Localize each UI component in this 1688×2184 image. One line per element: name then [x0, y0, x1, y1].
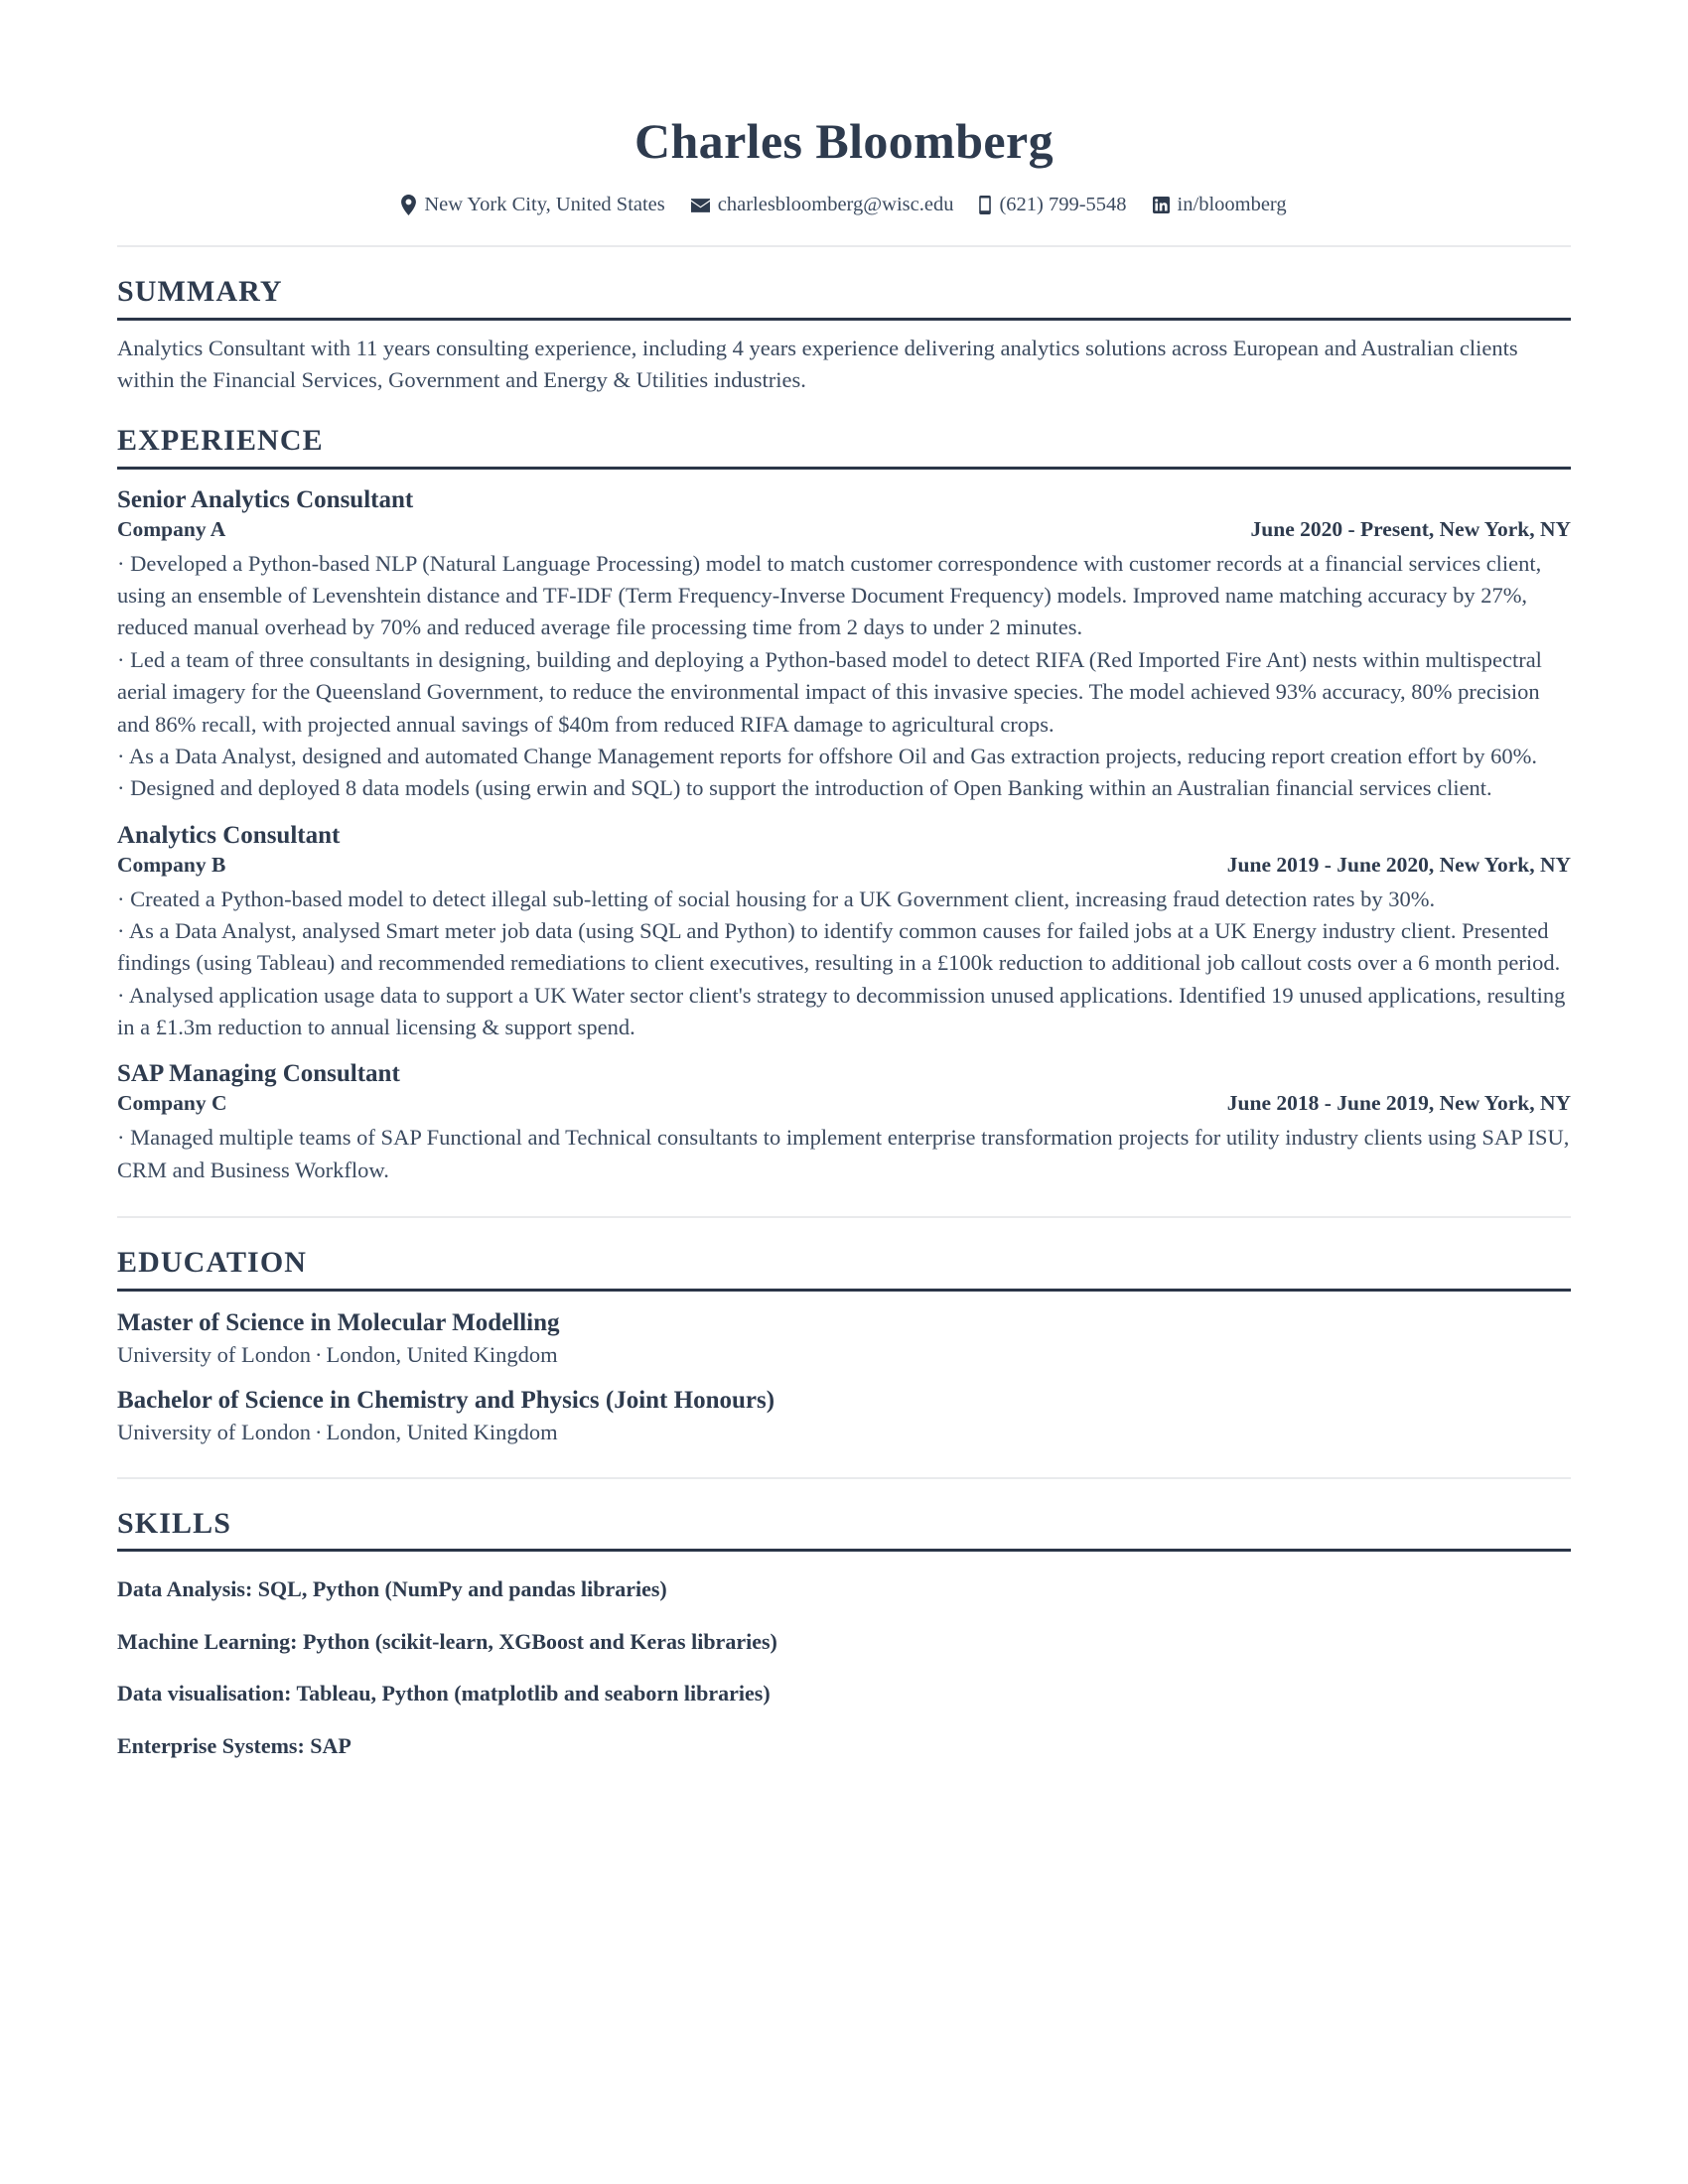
experience-education-divider [117, 1216, 1571, 1218]
contact-linkedin-text: in/bloomberg [1177, 194, 1287, 216]
education-heading: EDUCATION [117, 1246, 308, 1280]
section-education [117, 1246, 1571, 1447]
experience-rule [117, 467, 1571, 470]
experience-entry [117, 821, 1571, 1044]
job-bullet: · Designed and deployed 8 data models (using erwin and SQL) to support the introduction of Open Banking within an Australian financial services client. [117, 775, 1492, 801]
job-dates-location: June 2018 - June 2019, New York, NY [1226, 1091, 1571, 1116]
job-dates-location: June 2019 - June 2020, New York, NY [1226, 852, 1571, 877]
job-bullet: · Developed a Python-based NLP (Natural Language Processing) model to match customer correspondence with customer records at a financial services client, using an ensemble of Levenshtein distance and TF-IDF (Term Frequency-Inverse Document Frequency) models. Improved name matching accuracy by 27%, reduced manual overhead by 70% and reduced average file processing time from 2 days to under 2 minutes. [117, 550, 1542, 640]
job-bullet: · Managed multiple teams of SAP Functional and Technical consultants to implement enterprise transformation projects for utility industry clients using SAP ISU, CRM and Business Workflow. [117, 1125, 1570, 1182]
job-bullets [117, 884, 1571, 1044]
education-degree: Master of Science in Molecular Modelling [117, 1308, 560, 1336]
education-degree: Bachelor of Science in Chemistry and Physics (Joint Honours) [117, 1387, 775, 1415]
job-title: SAP Managing Consultant [117, 1060, 400, 1088]
job-company: Company A [117, 516, 226, 541]
education-separator: · [314, 1420, 323, 1445]
section-summary [117, 275, 1571, 396]
education-location: London, United Kingdom [326, 1420, 558, 1445]
skill-item: Machine Learning: Python (scikit-learn, XGBoost and Keras libraries) [117, 1628, 777, 1654]
education-school: University of London [117, 1341, 311, 1367]
job-bullet: · Analysed application usage data to support a UK Water sector client's strategy to decommission unused applications. Identified 19 unused applications, resulting in a £1.3m reduction to annual licensing & support spend. [117, 982, 1566, 1040]
education-school: University of London [117, 1420, 311, 1445]
skills-heading: SKILLS [117, 1506, 231, 1540]
education-rule [117, 1289, 1571, 1292]
skill-item: Enterprise Systems: SAP [117, 1732, 352, 1758]
job-bullets [117, 1122, 1571, 1186]
job-title: Senior Analytics Consultant [117, 485, 414, 513]
candidate-name: Charles Bloomberg [633, 113, 1055, 169]
contact-linkedin[interactable] [1153, 195, 1287, 215]
contact-email[interactable] [691, 195, 954, 215]
education-separator: · [314, 1341, 323, 1367]
education-skills-divider [117, 1477, 1571, 1479]
job-bullet: · Led a team of three consultants in designing, building and deploying a Python-based model to detect RIFA (Red Imported Fire Ant) nests within multispectral aerial imagery for the Queensland Government, to reduce the environmental impact of this invasive species. The model achieved 93% accuracy, 80% precision and 86% recall, with projected annual savings of $40m from reduced RIFA damage to agricultural crops. [117, 646, 1542, 737]
summary-rule [117, 318, 1571, 321]
job-company: Company B [117, 852, 226, 877]
linkedin-icon [1153, 197, 1170, 213]
skill-item: Data visualisation: Tableau, Python (matplotlib and seaborn libraries) [117, 1681, 771, 1706]
job-bullet: · Created a Python-based model to detect illegal sub-letting of social housing for a UK Government client, increasing fraud detection rates by 30%. [117, 886, 1436, 911]
experience-entry [117, 1059, 1571, 1186]
education-location: London, United Kingdom [326, 1341, 558, 1367]
summary-text: Analytics Consultant with 11 years consulting experience, including 4 years experience delivering analytics solutions across European and Australian clients within the Financial Services, Government and Energy & Utilities industries. [117, 335, 1518, 392]
job-meta [117, 1091, 1571, 1117]
experience-entry [117, 485, 1571, 805]
map-pin-icon [401, 195, 416, 215]
education-school-line [117, 1418, 1571, 1446]
contact-email-text: charlesbloomberg@wisc.edu [717, 194, 954, 216]
contact-phone[interactable] [979, 195, 1126, 215]
experience-heading: EXPERIENCE [117, 424, 324, 458]
job-company: Company C [117, 1091, 227, 1116]
skill-item: Data Analysis: SQL, Python (NumPy and pandas libraries) [117, 1576, 667, 1602]
summary-heading: SUMMARY [117, 275, 283, 308]
resume-header [117, 114, 1571, 215]
contact-location [401, 195, 664, 215]
education-entry [117, 1385, 1571, 1447]
contact-location-text: New York City, United States [424, 194, 665, 216]
job-bullets [117, 548, 1571, 805]
job-title: Analytics Consultant [117, 821, 341, 849]
education-entry [117, 1307, 1571, 1370]
header-divider [117, 245, 1571, 247]
section-skills [117, 1507, 1571, 1761]
job-meta [117, 517, 1571, 543]
job-bullet: · As a Data Analyst, designed and automated Change Management reports for offshore Oil and Gas extraction projects, reducing report creation effort by 60%. [117, 743, 1537, 768]
phone-icon [979, 196, 991, 214]
contact-row [117, 195, 1571, 215]
contact-phone-text: (621) 799-5548 [999, 194, 1127, 216]
skills-rule [117, 1549, 1571, 1552]
education-school-line [117, 1340, 1571, 1369]
section-experience [117, 424, 1571, 1186]
envelope-icon [691, 199, 710, 212]
job-bullet: · As a Data Analyst, analysed Smart meter job data (using SQL and Python) to identify common causes for failed jobs at a UK Energy industry client. Presented findings (using Tableau) and recommended remediations to client executives, resulting in a £100k reduction to additional job callout costs over a 6 month period. [117, 917, 1561, 976]
job-dates-location: June 2020 - Present, New York, NY [1250, 516, 1571, 541]
job-meta [117, 853, 1571, 879]
